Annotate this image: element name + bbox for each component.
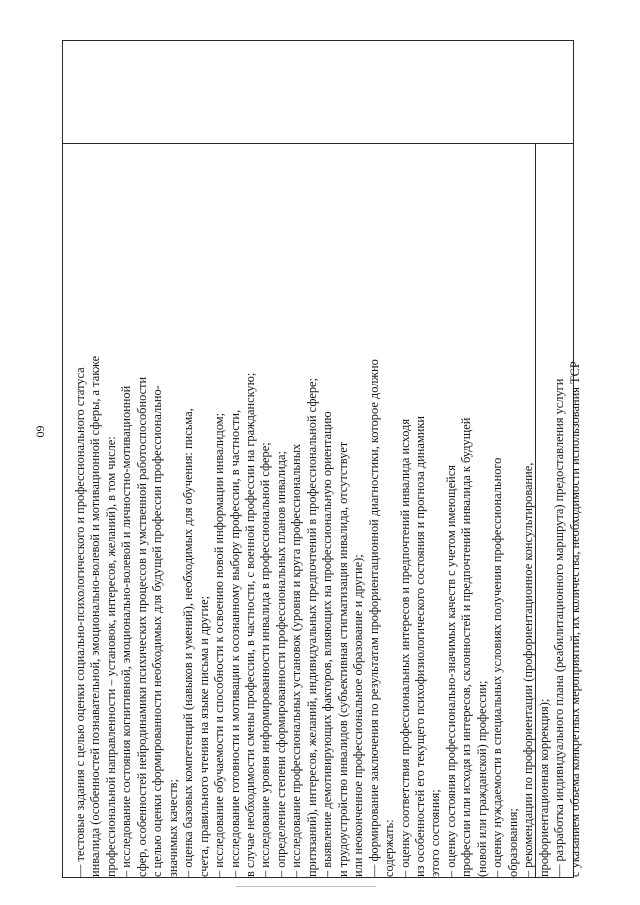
text-line: в случае необходимости смены профессии, в частности, с военной профессии на гражданскую; [242,372,257,877]
text-line: — тестовые задания с целью оценки социально-психологического и профессионального статуса [73,367,87,877]
text-line: – исследование уровня информированности инвалида в профессиональной сфере; [258,442,273,877]
scan-mark [236,886,376,887]
text-line: сфер, особенностей нейродинамики психических процессов и умственной работоспособности [134,376,149,877]
table-cell-text [73,145,582,877]
text-line: – определение степени сформированности профессиональных планов инвалида; [273,451,288,877]
text-line: – исследование профессиональных установок (уровня и круга профессиональных [289,443,304,877]
text-line: – оценку нуждаемости в специальных условиях получения профессионального [490,457,505,877]
text-line: – выявление демотивирующих факторов, влияющих на профессиональную ориентацию [320,411,335,877]
text-line: с целью оценки сформированности необходимых для будущей профессии профессионально- [150,385,165,877]
text-line: или неоконченное профессиональное образование и другие); [351,554,366,877]
text-line: этого состояния; [428,789,443,877]
text-line: содержать: [382,819,397,877]
text-line: инвалида (особенностей познавательной, эмоционально-волевой и мотивационной сферы, а также [88,355,103,877]
text-line: и трудоустройство инвалидов (субъективная стигматизация инвалида, отсутствует [335,441,350,877]
text-line: значимых качеств; [165,779,180,877]
text-line: счета, правильного чтения на языке письма и другие; [196,595,211,877]
text-line: образования; [505,808,520,877]
table-row-divider [62,143,574,144]
text-line: – исследование обучаемости и способности к освоению новой информации инвалидом; [212,412,227,877]
text-line: – оценка базовых компетенций (навыков и умений), необходимых для обучения: письма, [181,408,196,877]
text-line: с указанием объема конкретных мероприятий, их количества, необходимости использования ТСР [567,361,582,877]
text-line: профессии или исходя из интересов, склонностей и предпочтений инвалида к будущей [459,417,474,877]
text-line: – исследование состояния когнитивной, эмоционально-волевой и личностно-мотивационной [119,385,134,877]
text-line: из особенностей его текущего психофизиологического состояния и прогноза динамики [412,416,427,877]
text-line: – рекомендации по профориентации (профориентационное консультирование, [521,462,536,877]
text-line: — формирование заключения по результатам профориентационной диагностики, которое должно [366,359,381,877]
text-line: – оценку соответствия профессиональных интересов и предпочтений инвалида исходя [397,418,412,877]
page-number: 60 [33,425,48,438]
text-line: притязаний), интересов, желаний, индивидуальных предпочтений в профессиональной сфере; [304,378,319,877]
text-line: профориентационная коррекция); [536,698,551,877]
text-line: – оценку состояния профессионально-значимых качеств с учетом имеющейся [443,465,458,877]
text-line: – исследование готовности и мотивации к осознанному выбору профессии, в частности, [227,409,242,877]
text-line: — разработка индивидуального плана (реабилитационного маршрута) предоставления услуги [552,378,567,877]
text-line: (новой или гражданской) профессии; [474,680,489,877]
text-line: профессиональной направленности – установок, интересов, желаний), в том числе: [103,436,118,877]
